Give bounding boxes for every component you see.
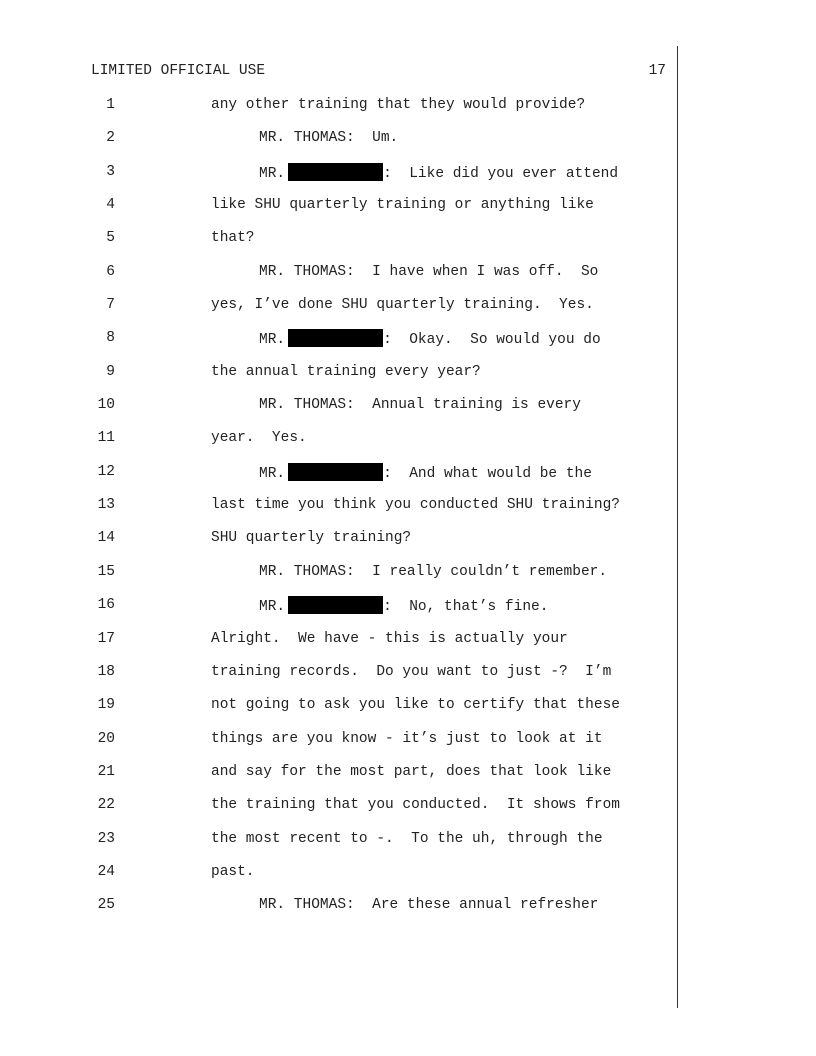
transcript-line — [0, 861, 676, 894]
line-text — [211, 630, 568, 648]
transcript-line — [0, 194, 676, 227]
line-number: 10 — [97, 397, 115, 414]
line-text — [211, 863, 255, 881]
line-text — [211, 496, 620, 514]
line-content: MR. THOMAS: I have when I was off. So — [259, 263, 599, 280]
line-content: any other training that they would provide? — [211, 97, 586, 113]
line-number: 22 — [97, 797, 115, 814]
transcript-line — [0, 227, 676, 260]
transcript-line — [0, 794, 676, 827]
line-content: Alright. We have - this is actually your — [211, 630, 568, 647]
transcript-line — [0, 494, 676, 527]
transcript-line — [0, 427, 676, 460]
transcript-line — [0, 894, 676, 927]
line-content: MR. THOMAS: Annual training is every — [259, 397, 581, 414]
line-content: the annual training every year? — [211, 363, 481, 380]
line-text — [211, 529, 411, 547]
line-text — [211, 663, 611, 681]
line-text — [211, 96, 585, 114]
line-number: 24 — [97, 863, 115, 880]
transcript-body — [0, 94, 676, 928]
line-content: MR. THOMAS: I really couldn’t remember. — [259, 563, 608, 580]
line-text — [259, 596, 548, 616]
line-number: 21 — [97, 763, 115, 780]
line-text — [259, 129, 398, 147]
line-content: last time you think you conducted SHU training? — [211, 497, 620, 514]
line-text — [259, 896, 598, 914]
line-number: 8 — [106, 330, 115, 347]
speaker-prefix: MR. — [259, 165, 286, 182]
transcript-line — [0, 461, 676, 494]
transcript-line — [0, 94, 676, 127]
transcript-line — [0, 728, 676, 761]
line-number: 3 — [106, 163, 115, 180]
line-text — [211, 429, 307, 447]
line-number: 7 — [106, 297, 115, 314]
transcript-line — [0, 694, 676, 727]
line-content: MR. THOMAS: Um. — [259, 130, 399, 147]
line-text — [211, 830, 603, 848]
line-content: : And what would be the — [383, 465, 592, 482]
line-text — [211, 229, 255, 247]
line-text — [211, 730, 603, 748]
line-number: 2 — [106, 130, 115, 147]
line-number: 25 — [97, 897, 115, 914]
line-number: 11 — [97, 430, 115, 447]
transcript-line — [0, 594, 676, 627]
transcript-line — [0, 661, 676, 694]
line-text — [259, 396, 581, 414]
transcript-line — [0, 761, 676, 794]
line-text — [259, 329, 601, 349]
transcript-line — [0, 561, 676, 594]
transcript-line — [0, 327, 676, 360]
line-number: 18 — [97, 663, 115, 680]
right-margin-rule — [677, 46, 678, 1008]
line-content: like SHU quarterly training or anything like — [211, 197, 594, 214]
speaker-prefix: MR. — [259, 332, 286, 349]
line-text — [259, 263, 598, 281]
transcript-line — [0, 527, 676, 560]
speaker-prefix: MR. — [259, 465, 286, 482]
line-number: 19 — [97, 697, 115, 714]
transcript-line — [0, 828, 676, 861]
line-content: : Okay. So would you do — [383, 332, 601, 349]
line-content: not going to ask you like to certify that these — [211, 697, 620, 714]
line-number: 6 — [106, 263, 115, 280]
transcript-line — [0, 127, 676, 160]
line-number: 9 — [106, 363, 115, 380]
transcript-line — [0, 628, 676, 661]
line-content: training records. Do you want to just -? I’m — [211, 663, 612, 680]
line-content: the most recent to -. To the uh, through the — [211, 830, 603, 847]
transcript-line — [0, 261, 676, 294]
line-number: 1 — [106, 97, 115, 113]
line-content: year. Yes. — [211, 430, 307, 447]
line-number: 16 — [97, 597, 115, 614]
line-text — [211, 763, 611, 781]
line-number: 5 — [106, 230, 115, 247]
line-number: 4 — [106, 197, 115, 214]
line-number: 15 — [97, 563, 115, 580]
line-text — [259, 563, 607, 581]
line-number: 17 — [97, 630, 115, 647]
transcript-line — [0, 294, 676, 327]
line-content: things are you know - it’s just to look at it — [211, 730, 603, 747]
redaction-box — [288, 163, 383, 181]
line-number: 12 — [97, 463, 115, 480]
redaction-box — [288, 596, 383, 614]
line-text — [211, 296, 594, 314]
speaker-prefix: MR. — [259, 599, 286, 616]
line-text — [259, 163, 618, 183]
line-text — [259, 463, 592, 483]
line-content: : No, that’s fine. — [383, 599, 549, 616]
line-content: SHU quarterly training? — [211, 530, 412, 547]
line-content: the training that you conducted. It shows from — [211, 797, 620, 814]
line-text — [211, 196, 594, 214]
line-content: yes, I’ve done SHU quarterly training. Yes. — [211, 297, 594, 314]
line-number: 23 — [97, 830, 115, 847]
redaction-box — [288, 329, 383, 347]
line-text — [211, 363, 481, 381]
line-text — [211, 796, 620, 814]
classification-header: LIMITED OFFICIAL USE — [91, 63, 266, 79]
transcript-line — [0, 161, 676, 194]
redaction-box — [288, 463, 383, 481]
line-text — [211, 696, 620, 714]
line-number: 14 — [97, 530, 115, 547]
line-content: and say for the most part, does that look like — [211, 763, 612, 780]
line-number: 13 — [97, 497, 115, 514]
transcript-line — [0, 361, 676, 394]
line-content: MR. THOMAS: Are these annual refresher — [259, 897, 599, 914]
line-content: past. — [211, 863, 255, 880]
page-number: 17 — [648, 63, 666, 79]
line-number: 20 — [97, 730, 115, 747]
line-content: : Like did you ever attend — [383, 165, 619, 182]
transcript-line — [0, 394, 676, 427]
line-content: that? — [211, 230, 255, 247]
